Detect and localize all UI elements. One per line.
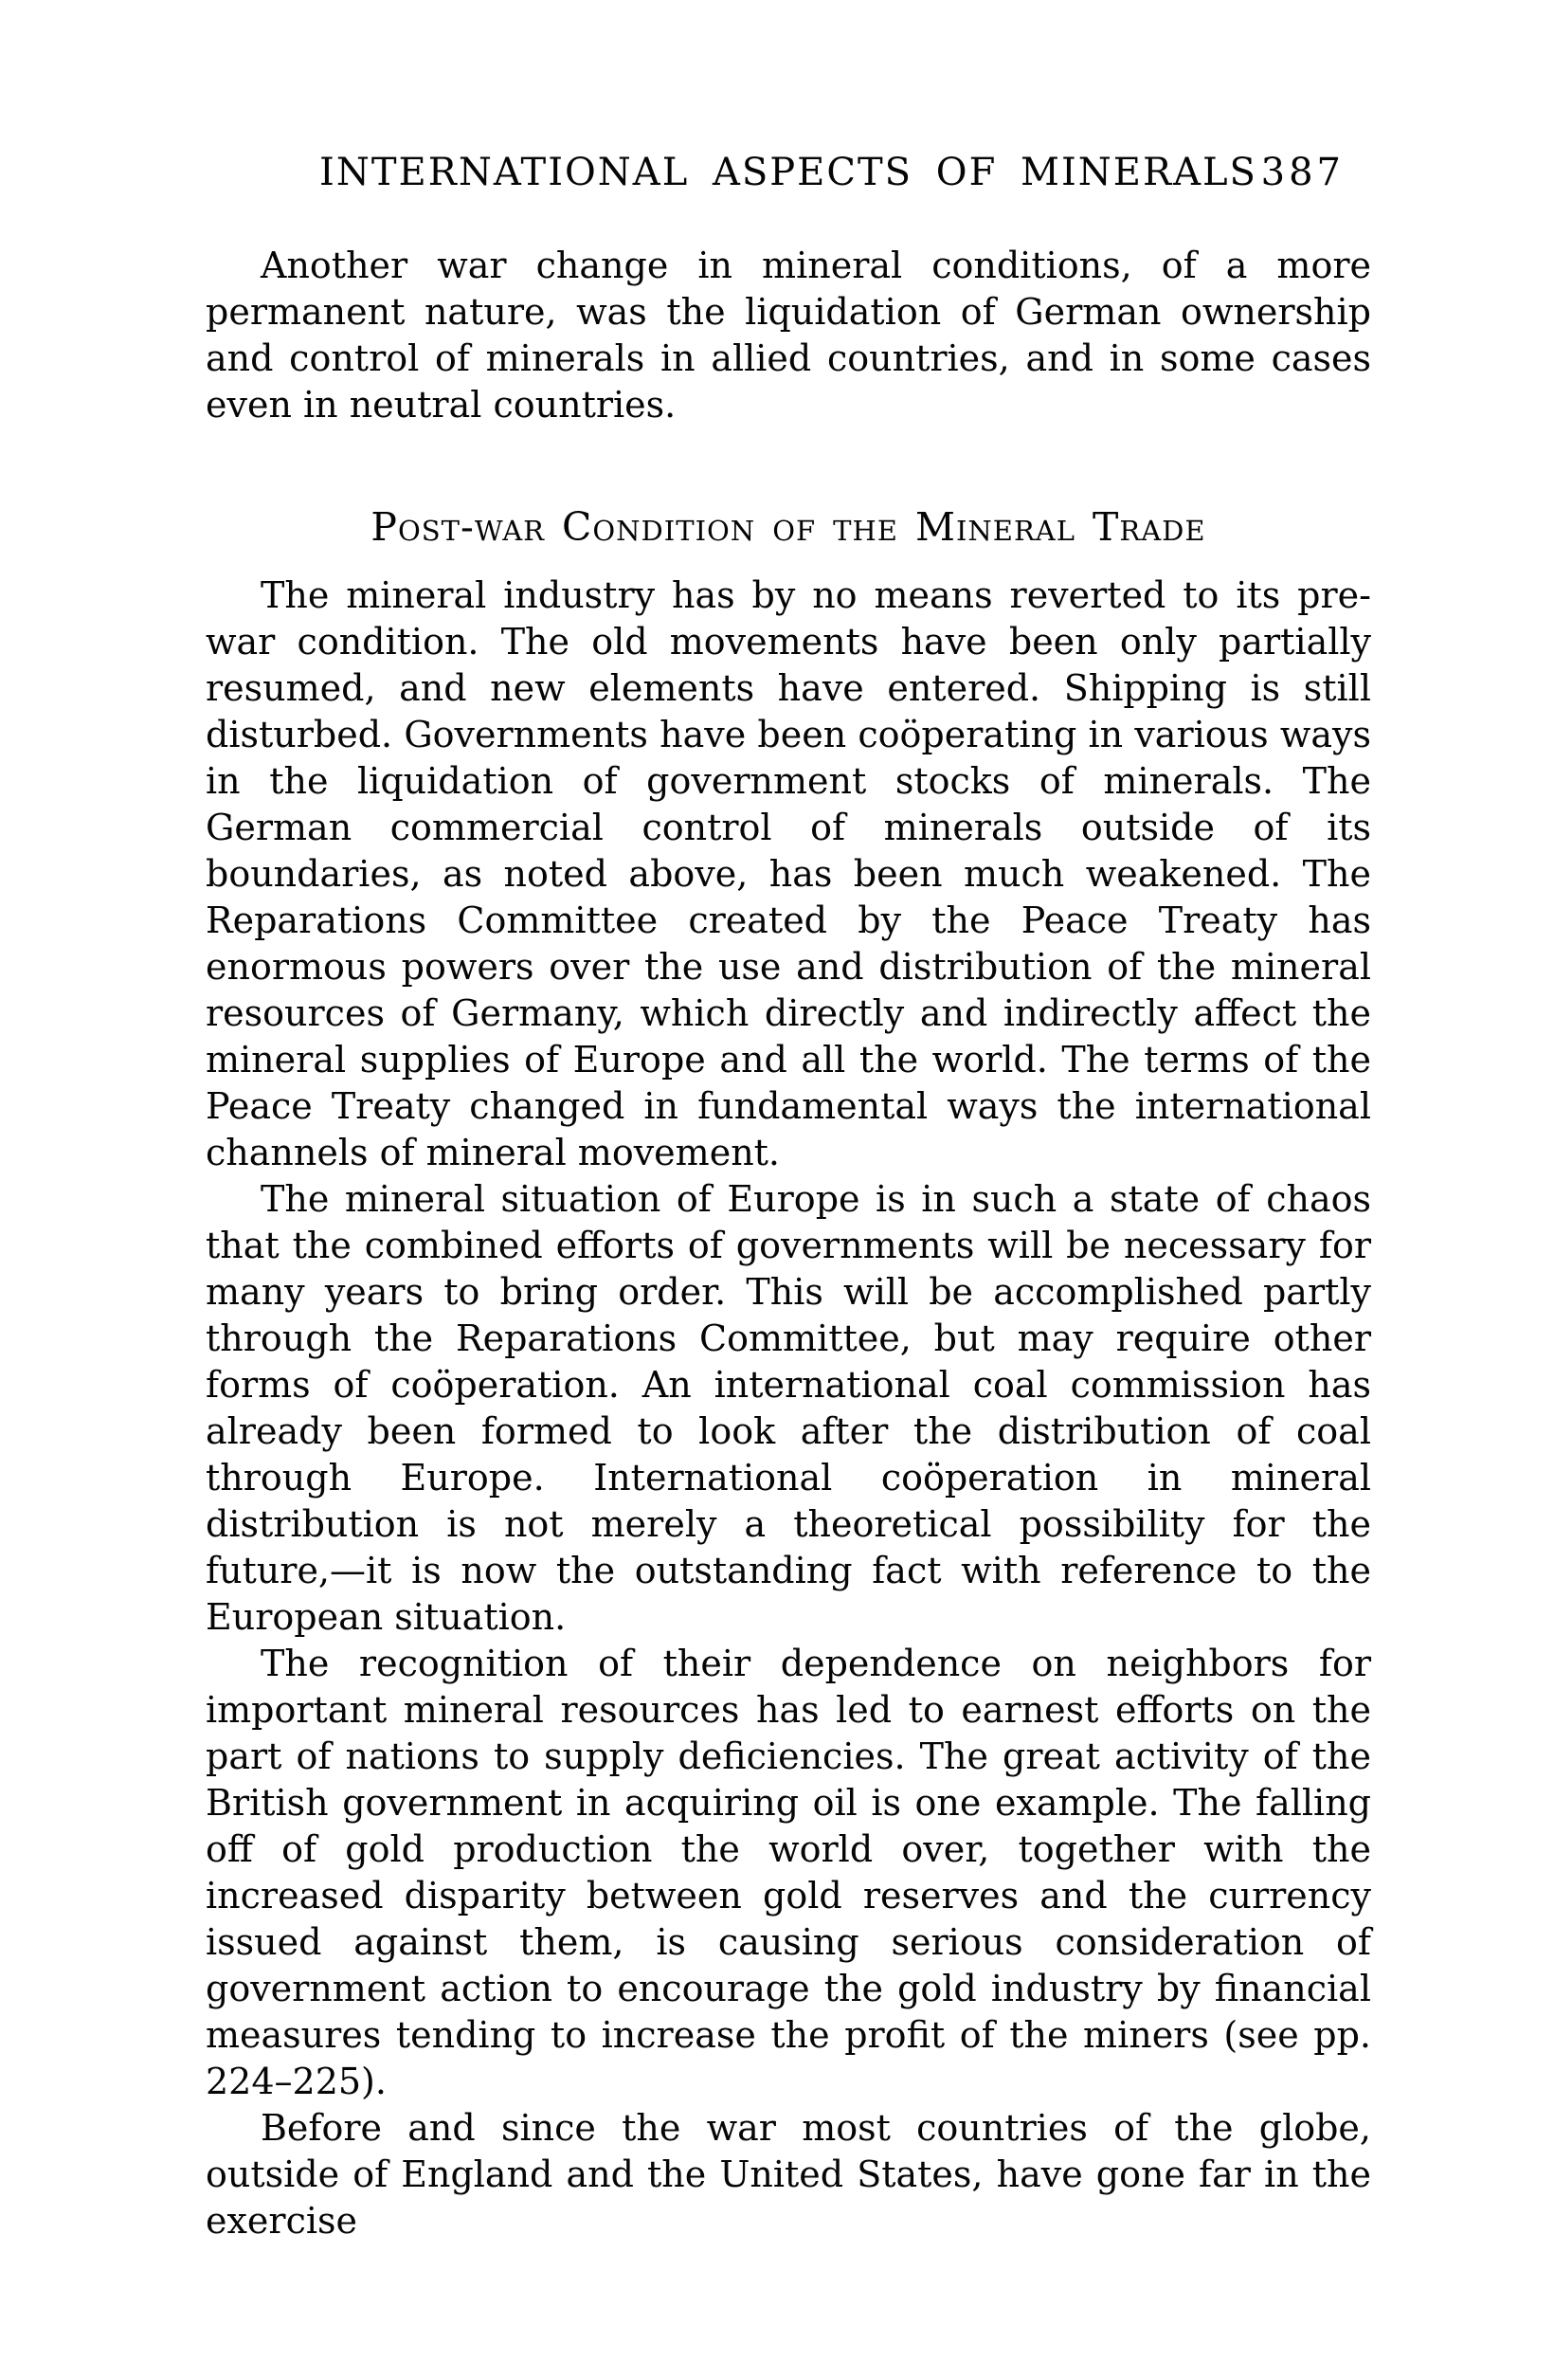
paragraph-5: Before and since the war most countries of the globe, outside of England and the United States, have gone far in the exercise: [206, 2107, 1371, 2242]
running-head: [206, 150, 1371, 197]
section-heading: Post-war Condition of the Mineral Trade: [370, 504, 1206, 550]
paragraph-4: The recognition of their dependence on neighbors for important mineral resources has led to earnest efforts on the part of nations to supply deficiencies. The great activity of the British government in acquiring oil is one example. The falling off of gold production the world over, together with the increased disparity between gold reserves and the currency issued against them, is causing serious consideration of government action to encourage the gold industry by financial measures tending to increase the profit of the miners (see pp. 224–225).: [206, 1643, 1371, 2102]
paragraph-3: The mineral situation of Europe is in such a state of chaos that the combined efforts of governments will be necessary for many years to bring order. This will be accomplished partly through the Reparations Committee, but may require other forms of coöperation. An international coal commission has already been formed to look after the distribution of coal through Europe. International coöperation in mineral distribution is not merely a theoretical possibility for the future,—it is now the outstanding fact with reference to the European situation.: [206, 1178, 1371, 1638]
paragraph-1: Another war change in mineral conditions, of a more permanent nature, was the liquidation of German ownership and control of minerals in allied countries, and in some cases even in neutral countries.: [206, 245, 1371, 426]
page-number: 387: [1260, 151, 1345, 194]
paragraph-2: The mineral industry has by no means reverted to its pre-war condition. The old movements have been only partially resumed, and new elements have entered. Shipping is still disturbed. Governments have been coöperating in various ways in the liquidation of government stocks of minerals. The German commercial control of minerals outside of its boundaries, as noted above, has been much weakened. The Reparations Committee created by the Peace Treaty has enormous powers over the use and distribution of the mineral resources of Germany, which directly and indirectly affect the mineral supplies of Europe and all the world. The terms of the Peace Treaty changed in fundamental ways the international channels of mineral movement.: [206, 574, 1371, 1173]
running-head-title: INTERNATIONAL ASPECTS OF MINERALS: [319, 151, 1257, 194]
